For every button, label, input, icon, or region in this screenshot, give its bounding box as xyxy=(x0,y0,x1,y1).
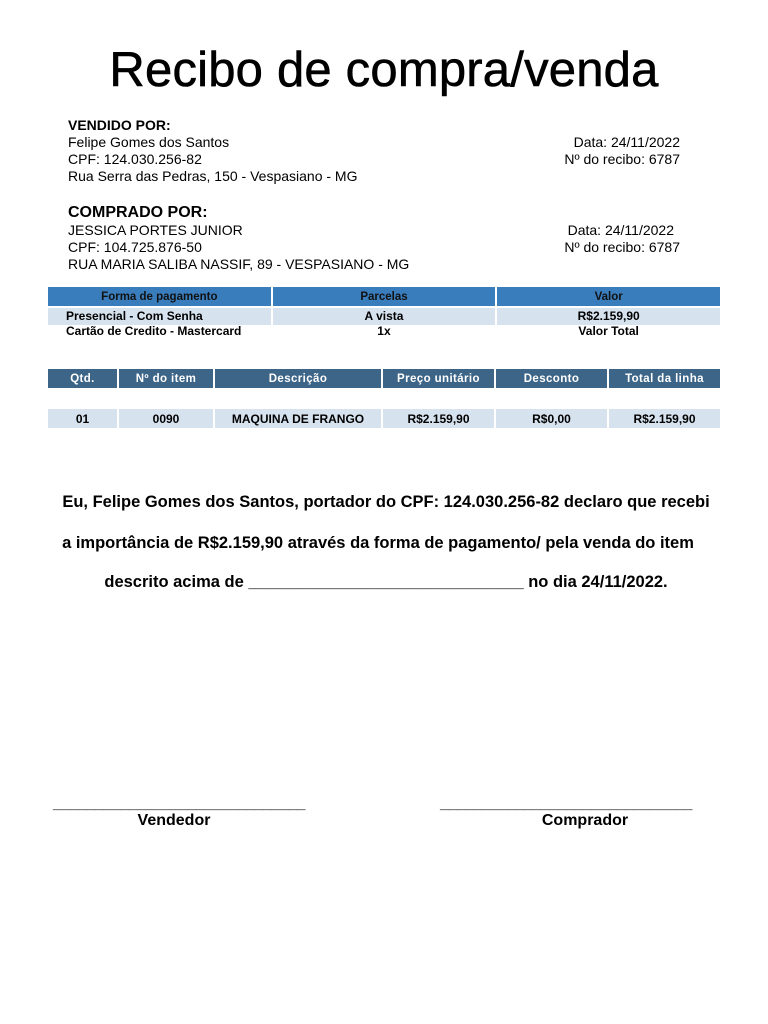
receipt-title: Recibo de compra/venda xyxy=(109,43,659,97)
declaration-line-2: a importância de R$2.159,90 através da forma de pagamento/ pela venda do item xyxy=(62,534,694,552)
payment-installments: A vista xyxy=(273,308,496,325)
payment-value: R$2.159,90 xyxy=(497,308,720,325)
declaration-line-1: Eu, Felipe Gomes dos Santos, portador do CPF: 124.030.256-82 declaro que recebi xyxy=(62,493,710,511)
seller-signature-label: Vendedor xyxy=(137,812,211,829)
seller-name: Felipe Gomes dos Santos xyxy=(68,134,230,150)
items-header-qty: Qtd. xyxy=(48,369,117,388)
seller-date: Data: 24/11/2022 xyxy=(573,134,680,150)
items-header-discount: Desconto xyxy=(496,369,607,388)
payment-header-installments: Parcelas xyxy=(273,287,496,308)
seller-address: Rua Serra das Pedras, 150 - Vespasiano - MG xyxy=(68,168,358,184)
buyer-heading: COMPRADO POR: xyxy=(68,204,208,221)
buyer-signature-line: ______________________________ xyxy=(440,795,692,812)
item-qty: 01 xyxy=(48,409,117,428)
seller-receipt-number: Nº do recibo: 6787 xyxy=(564,151,680,167)
buyer-name: JESSICA PORTES JUNIOR xyxy=(68,222,243,238)
items-header-item-number: Nº do item xyxy=(119,369,213,388)
payment-header-row xyxy=(48,287,720,308)
items-table xyxy=(46,369,722,428)
items-header-description: Descrição xyxy=(215,369,381,388)
payment-method: Presencial - Com Senha xyxy=(48,308,271,325)
item-description: MAQUINA DE FRANGO xyxy=(215,409,381,428)
payment-header-method: Forma de pagamento xyxy=(48,287,271,308)
payment-card: Cartão de Credito - Mastercard xyxy=(66,325,242,337)
buyer-address: RUA MARIA SALIBA NASSIF, 89 - VESPASIANO - MG xyxy=(68,256,410,272)
buyer-cpf: CPF: 104.725.876-50 xyxy=(68,239,202,255)
items-header-row xyxy=(48,369,720,388)
item-line-total: R$2.159,90 xyxy=(609,409,720,428)
table-row xyxy=(48,409,720,428)
item-unit-price: R$2.159,90 xyxy=(383,409,494,428)
seller-cpf: CPF: 124.030.256-82 xyxy=(68,151,202,167)
payment-total-label: Valor Total xyxy=(578,325,639,337)
payment-header-value: Valor xyxy=(497,287,720,308)
payment-row xyxy=(48,325,720,337)
seller-signature-line: ______________________________ xyxy=(53,795,305,812)
seller-heading: VENDIDO POR: xyxy=(68,117,171,133)
payment-installment-count: 1x xyxy=(377,325,391,337)
item-number: 0090 xyxy=(119,409,213,428)
item-discount: R$0,00 xyxy=(496,409,607,428)
buyer-date: Data: 24/11/2022 xyxy=(567,222,674,238)
declaration-line-3: descrito acima de ______________________________ no dia 24/11/2022. xyxy=(104,573,668,591)
items-header-unit-price: Preço unitário xyxy=(383,369,494,388)
payment-row xyxy=(48,308,720,325)
buyer-receipt-number: Nº do recibo: 6787 xyxy=(564,239,680,255)
payment-table xyxy=(46,287,722,337)
buyer-signature-label: Comprador xyxy=(541,812,629,829)
items-header-line-total: Total da linha xyxy=(609,369,720,388)
